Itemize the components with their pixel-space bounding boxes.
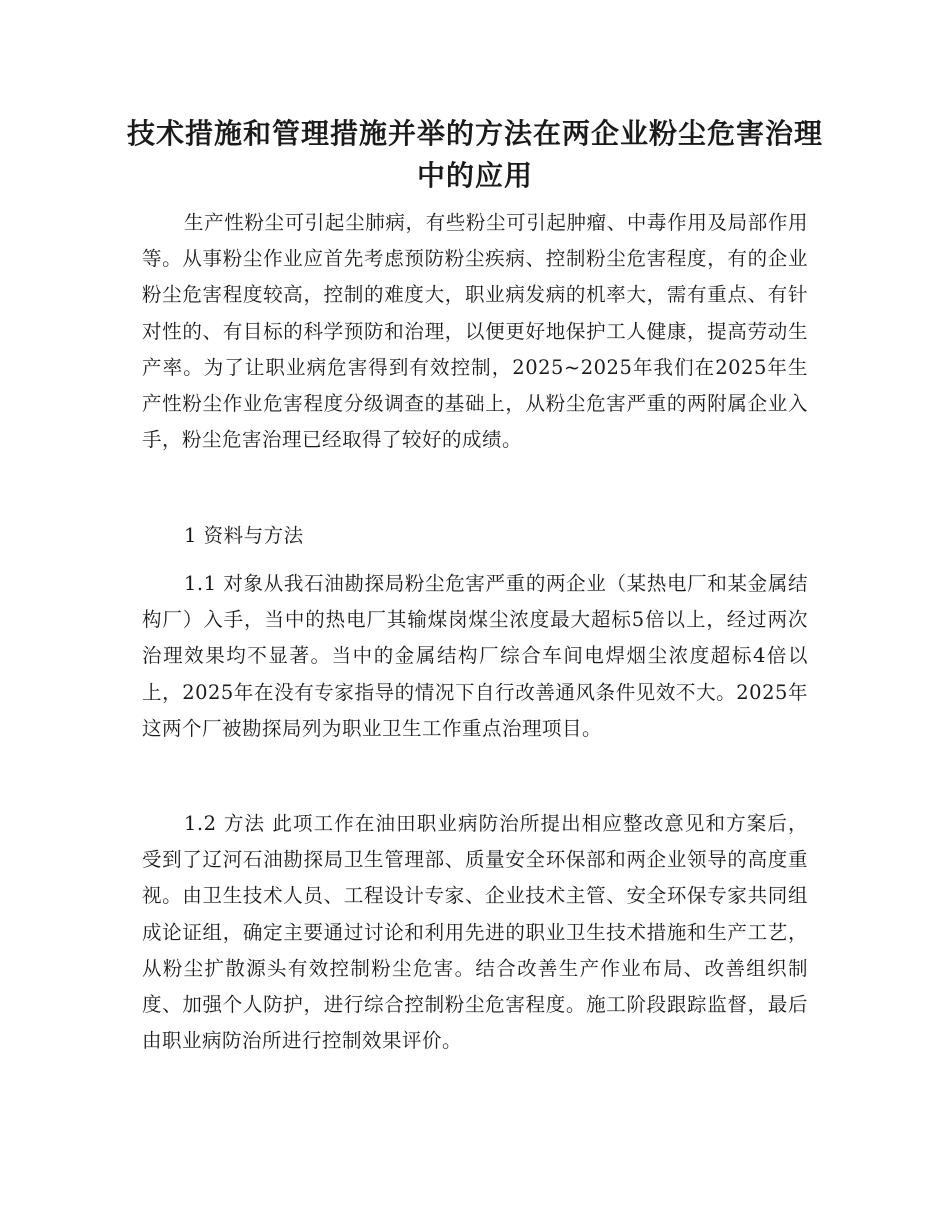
method-paragraph: 1.2 方法 此项工作在油田职业病防治所提出相应整改意见和方案后，受到了辽河石油勘探局卫生管理部、质量安全环保部和两企业领导的高度重视。由卫生技术人员、工程设计专家、企业技术主管、安全环保专家共同组成论证组，确定主要通过讨论和利用先进的职业卫生技术措施和生产工艺，从粉尘扩散源头有效控制粉尘危害。结合改善生产作业布局、改善组织制度、加强个人防护，进行综合控制粉尘危害程度。施工阶段跟踪监督，最后由职业病防治所进行控制效果评价。 [142, 812, 808, 1053]
intro-paragraph: 生产性粉尘可引起尘肺病，有些粉尘可引起肿瘤、中毒作用及局部作用等。从事粉尘作业应首先考虑预防粉尘疾病、控制粉尘危害程度，有的企业粉尘危害程度较高，控制的难度大，职业病发病的机率大，需有重点、有针对性的、有目标的科学预防和治理，以便更好地保护工人健康，提高劳动生产率。为了让职业病危害得到有效控制，2025~2025年我们在2025年生产性粉尘作业危害程度分级调查的基础上，从粉尘危害严重的两附属企业入手，粉尘危害治理已经取得了较好的成绩。 [142, 211, 808, 452]
object-paragraph: 1.1 对象从我石油勘探局粉尘危害严重的两企业（某热电厂和某金属结构厂）入手，当中的热电厂其输煤岗煤尘浓度最大超标5倍以上，经过两次治理效果均不显著。当中的金属结构厂综合车间电焊烟尘浓度超标4倍以上，2025年在没有专家指导的情况下自行改善通风条件见效不大。2025年这两个厂被勘探局列为职业卫生工作重点治理项目。 [142, 572, 808, 740]
document-title: 技术措施和管理措施并举的方法在两企业粉尘危害治理中的应用 [126, 117, 823, 192]
section-heading: 1 资料与方法 [184, 524, 304, 547]
